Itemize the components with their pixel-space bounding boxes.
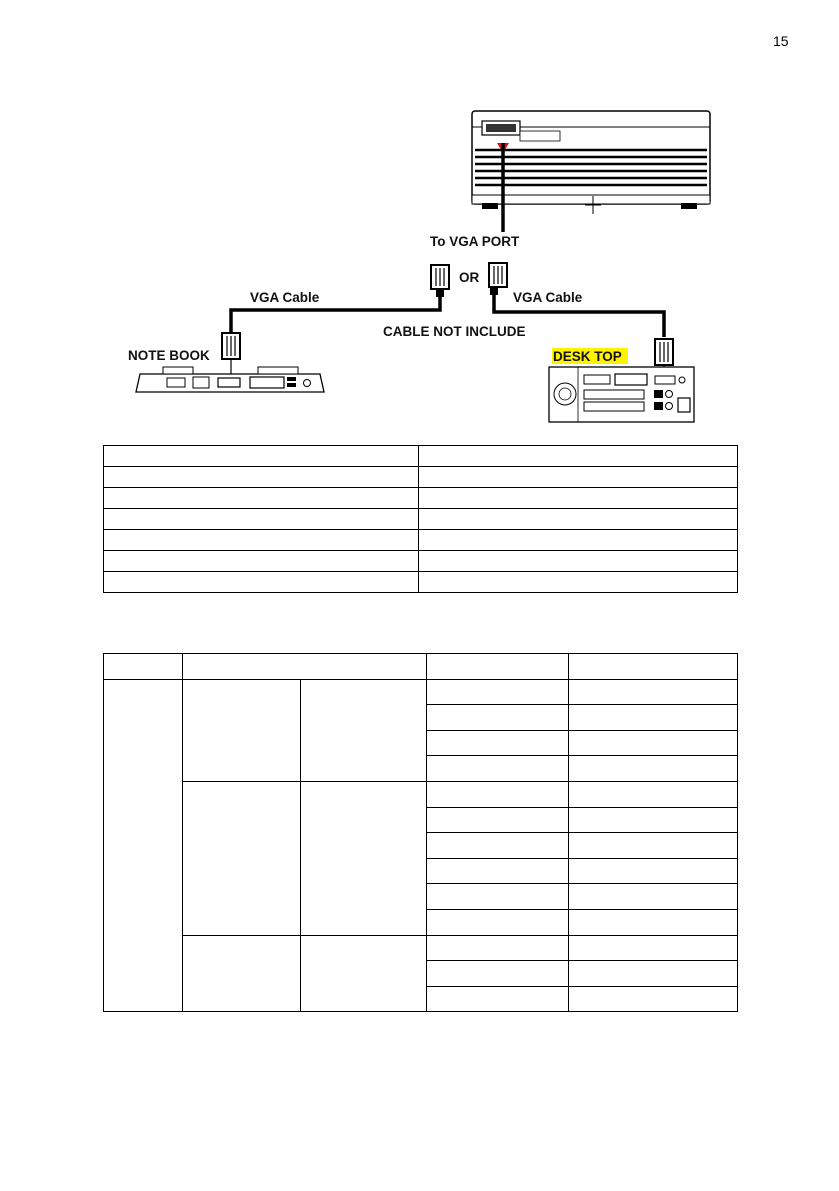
table-cell bbox=[104, 467, 419, 488]
table-row bbox=[104, 551, 738, 572]
table-cell bbox=[301, 935, 427, 1012]
table-cell bbox=[104, 679, 183, 1012]
table-cell bbox=[569, 858, 738, 884]
table-cell bbox=[419, 509, 738, 530]
table-cell bbox=[419, 572, 738, 593]
table-cell bbox=[569, 654, 738, 680]
table-cell bbox=[569, 909, 738, 935]
table-cell bbox=[419, 488, 738, 509]
table-row bbox=[104, 446, 738, 467]
table-cell bbox=[427, 858, 569, 884]
table-cell bbox=[427, 730, 569, 756]
vga-connection-diagram bbox=[0, 0, 839, 440]
table-cell bbox=[427, 884, 569, 910]
cable-not-include-label: CABLE NOT INCLUDE bbox=[383, 324, 526, 339]
table-cell bbox=[301, 781, 427, 935]
table-row bbox=[104, 488, 738, 509]
table-cell bbox=[104, 654, 183, 680]
table-row bbox=[104, 572, 738, 593]
table-cell bbox=[427, 986, 569, 1012]
desktop-label: DESK TOP bbox=[553, 349, 622, 364]
table-cell bbox=[569, 781, 738, 807]
table-cell bbox=[419, 467, 738, 488]
table-cell bbox=[104, 509, 419, 530]
table-cell bbox=[419, 530, 738, 551]
table-cell bbox=[427, 781, 569, 807]
vga-connector-left-icon bbox=[431, 265, 449, 297]
table-cell bbox=[104, 551, 419, 572]
table-cell bbox=[183, 679, 301, 781]
table-cell bbox=[104, 530, 419, 551]
table-row bbox=[104, 781, 738, 807]
table-two bbox=[103, 653, 738, 1012]
table-row bbox=[104, 935, 738, 961]
table-cell bbox=[427, 961, 569, 987]
table-cell bbox=[427, 833, 569, 859]
table-cell bbox=[427, 654, 569, 680]
to-vga-port-label: To VGA PORT bbox=[430, 234, 520, 249]
table-cell bbox=[569, 730, 738, 756]
table-header-row bbox=[104, 654, 738, 680]
vga-connector-right-icon bbox=[489, 263, 507, 295]
table-cell bbox=[569, 833, 738, 859]
table-cell bbox=[427, 935, 569, 961]
table-row bbox=[104, 467, 738, 488]
notebook-label: NOTE BOOK bbox=[128, 348, 210, 363]
table-cell bbox=[569, 961, 738, 987]
table-cell bbox=[569, 679, 738, 705]
table-cell bbox=[183, 654, 427, 680]
table-cell bbox=[183, 935, 301, 1012]
table-row bbox=[104, 509, 738, 530]
vga-cable-right-label: VGA Cable bbox=[513, 290, 583, 305]
table-cell bbox=[569, 807, 738, 833]
table-cell bbox=[569, 884, 738, 910]
page-number: 15 bbox=[773, 33, 789, 49]
table-cell bbox=[104, 572, 419, 593]
vga-cable-left-label: VGA Cable bbox=[250, 290, 320, 305]
table-cell bbox=[183, 781, 301, 935]
table-cell bbox=[427, 909, 569, 935]
table-cell bbox=[419, 551, 738, 572]
table-cell bbox=[419, 446, 738, 467]
table-cell bbox=[104, 488, 419, 509]
table-cell bbox=[427, 705, 569, 731]
table-row bbox=[104, 679, 738, 705]
table-one bbox=[103, 445, 738, 593]
or-label: OR bbox=[459, 270, 480, 285]
table-row bbox=[104, 530, 738, 551]
table-cell bbox=[301, 679, 427, 781]
desktop-illustration bbox=[549, 367, 694, 422]
table-cell bbox=[569, 935, 738, 961]
table-cell bbox=[569, 756, 738, 782]
projector-illustration bbox=[472, 111, 710, 214]
table-cell bbox=[104, 446, 419, 467]
table-cell bbox=[427, 807, 569, 833]
notebook-illustration bbox=[136, 367, 324, 392]
table-cell bbox=[427, 679, 569, 705]
table-cell bbox=[427, 756, 569, 782]
table-cell bbox=[569, 986, 738, 1012]
table-cell bbox=[569, 705, 738, 731]
